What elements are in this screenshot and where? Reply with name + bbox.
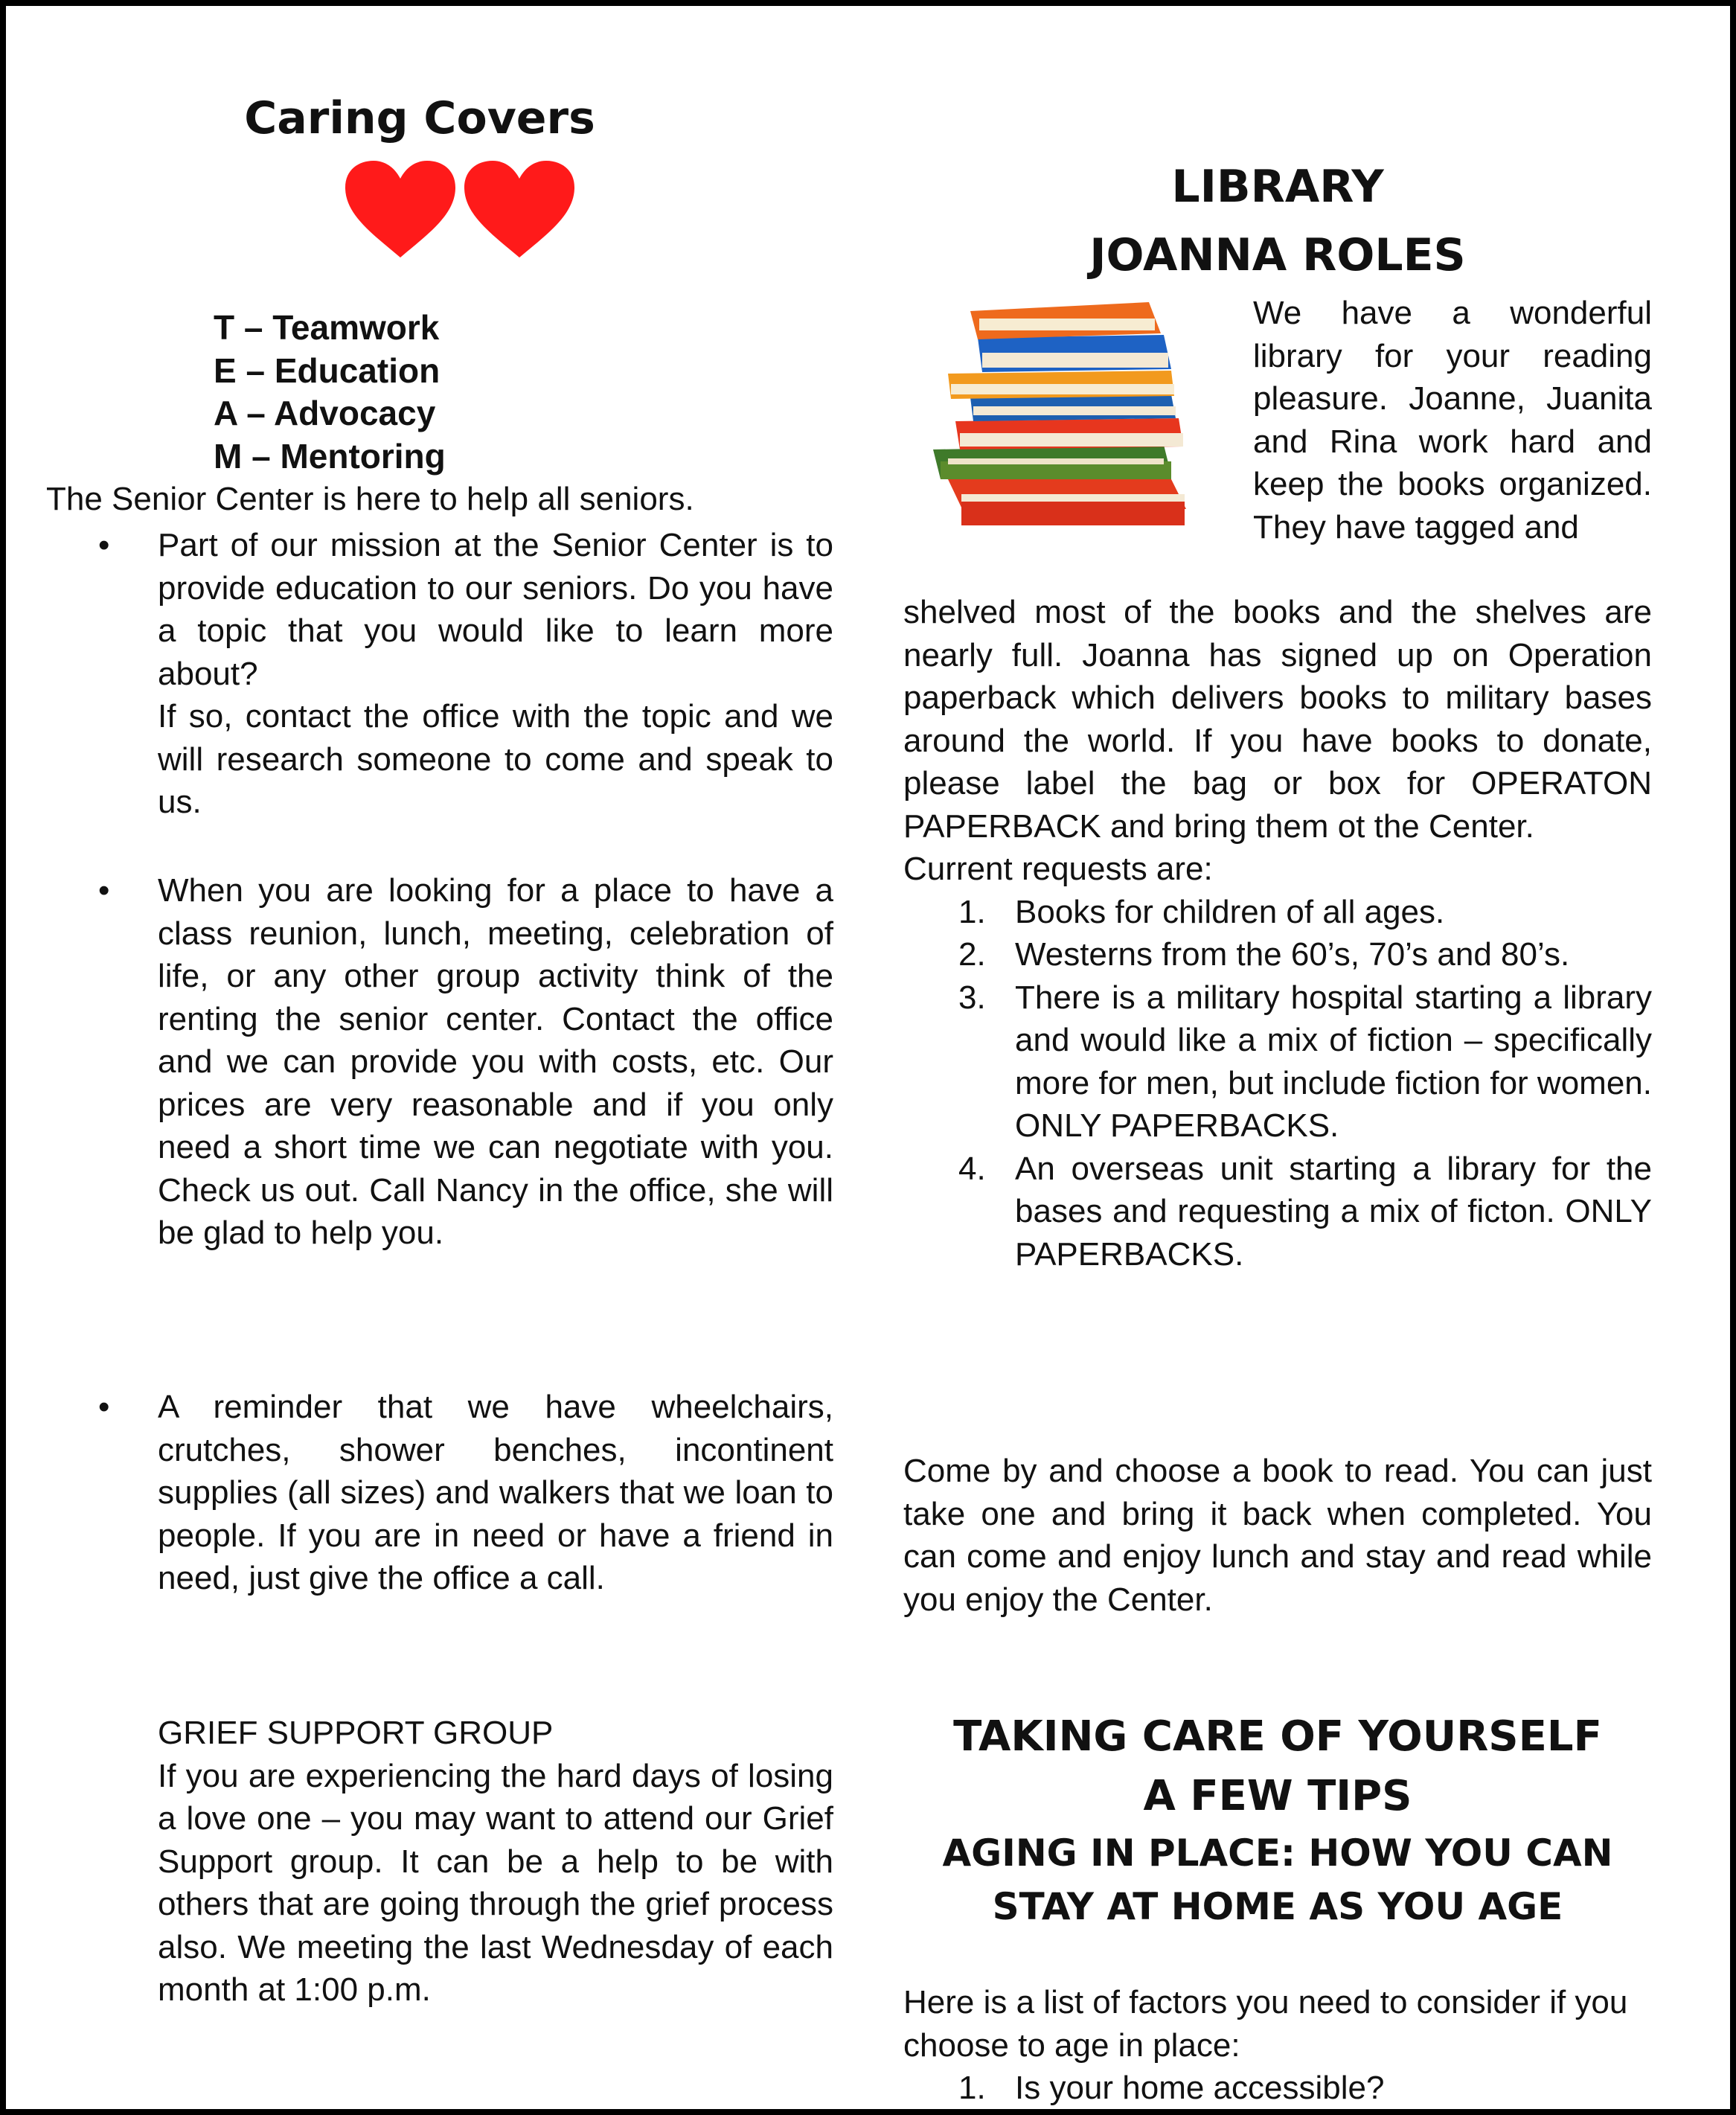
bullet-education (98, 524, 833, 824)
library-body-text: shelved most of the books and the shelves are nearly full. Joanna has signed up on Operation paperback which delivers books to military bases around the world. If you have books to donate, please label the bag or box for OPERATON PAPERBACK and bring them ot the Center. (903, 594, 1652, 845)
bullet-icon: • (98, 872, 110, 909)
library-body-section (903, 591, 1652, 1276)
factors-section (903, 1981, 1652, 2110)
list-number: 2. (958, 936, 986, 973)
list-number: 1. (958, 2070, 986, 2106)
grief-text: If you are experiencing the hard days of losing a love one – you may want to attend our Grief Support group. It can be a help to be with others that are going through the grief process also. We meeting the last Wednesday of each month at 1:00 p.m. (158, 1757, 833, 2008)
list-text: Is your home accessible? (1015, 2070, 1385, 2106)
list-text: Westerns from the 60’s, 70’s and 80’s. (1015, 936, 1570, 973)
heart-icon (345, 161, 455, 257)
bullet-icon: • (98, 1389, 110, 1425)
list-text: An overseas unit starting a library for the bases and requesting a mix of ficton. ONLY PAPERBACKS. (1015, 1150, 1652, 1273)
factors-list (903, 2067, 1652, 2110)
library-title: LIBRARY (1171, 161, 1384, 213)
come-by-text: Come by and choose a book to read. You can just take one and bring it back when completed. You can come and enjoy lunch and stay and read while you enjoy the Center. (903, 1453, 1652, 1618)
list-item (903, 933, 1652, 976)
list-item (903, 891, 1652, 934)
grief-support-section (158, 1712, 833, 2012)
books-icon (926, 293, 1208, 539)
aging-heading-line1: AGING IN PLACE: HOW YOU CAN (942, 1831, 1613, 1875)
bullet-text: A reminder that we have wheelchairs, crutches, shower benches, incontinent supplies (all sizes) and walkers that we loan to people. If you are in need or have a friend in need, just give the office a call. (158, 1389, 833, 1596)
heart-icon (464, 161, 574, 257)
library-intro-text: We have a wonderful library for your reading pleasure. Joanne, Juanita and Rina work hard and keep the books organized. They have tagged and (1253, 295, 1652, 545)
aging-heading-line2: STAY AT HOME AS YOU AGE (992, 1885, 1563, 1928)
team-item: A – Advocacy (214, 394, 436, 432)
team-item: E – Education (214, 351, 441, 390)
hearts-icon (342, 159, 577, 260)
intro-text: The Senior Center is here to help all seniors. (46, 481, 694, 517)
requests-list (903, 891, 1652, 1276)
team-item: M – Mentoring (214, 436, 446, 476)
bullet-text: If so, contact the office with the topic and we will research someone to come and speak to us. (158, 698, 833, 820)
bullet-renting (98, 869, 833, 1255)
list-text: Books for children of all ages. (1015, 893, 1445, 930)
grief-title: GRIEF SUPPORT GROUP (158, 1715, 554, 1751)
tips-subtitle: A FEW TIPS (1143, 1772, 1412, 1820)
bullet-text: When you are looking for a place to have a class reunion, lunch, meeting, celebration of life, or any other group activity think of the renting the senior center. Contact the office and we can provide you with costs, etc. Our prices are very reasonable and if you only need a short time we can negotiate with you. Check us out. Call Nancy in the office, she will be glad to help you. (158, 872, 833, 1251)
bullet-icon: • (98, 527, 110, 563)
tips-title: TAKING CARE OF YOURSELF (953, 1712, 1602, 1761)
list-number: 3. (958, 979, 986, 1016)
factors-intro: Here is a list of factors you need to consider if you choose to age in place: (903, 1984, 1628, 2064)
list-item (903, 1148, 1652, 1276)
bullet-text: Part of our mission at the Senior Center is to provide education to our seniors. Do you have a topic that you would like to learn more about? (158, 527, 833, 692)
team-acronym-list (214, 307, 446, 478)
requests-label: Current requests are: (903, 851, 1213, 887)
list-text: There is a military hospital starting a library and would like a mix of fiction – specifically more for men, but include fiction for women. ONLY PAPERBACKS. (1015, 979, 1652, 1144)
list-number: 1. (958, 893, 986, 930)
caring-covers-title: Caring Covers (244, 92, 595, 144)
list-item (903, 976, 1652, 1148)
list-item (903, 2067, 1652, 2110)
bullet-equipment-loans (98, 1386, 833, 1600)
library-subtitle: JOANNA ROLES (1089, 229, 1466, 281)
team-item: T – Teamwork (214, 308, 440, 347)
list-number: 4. (958, 1150, 986, 1187)
